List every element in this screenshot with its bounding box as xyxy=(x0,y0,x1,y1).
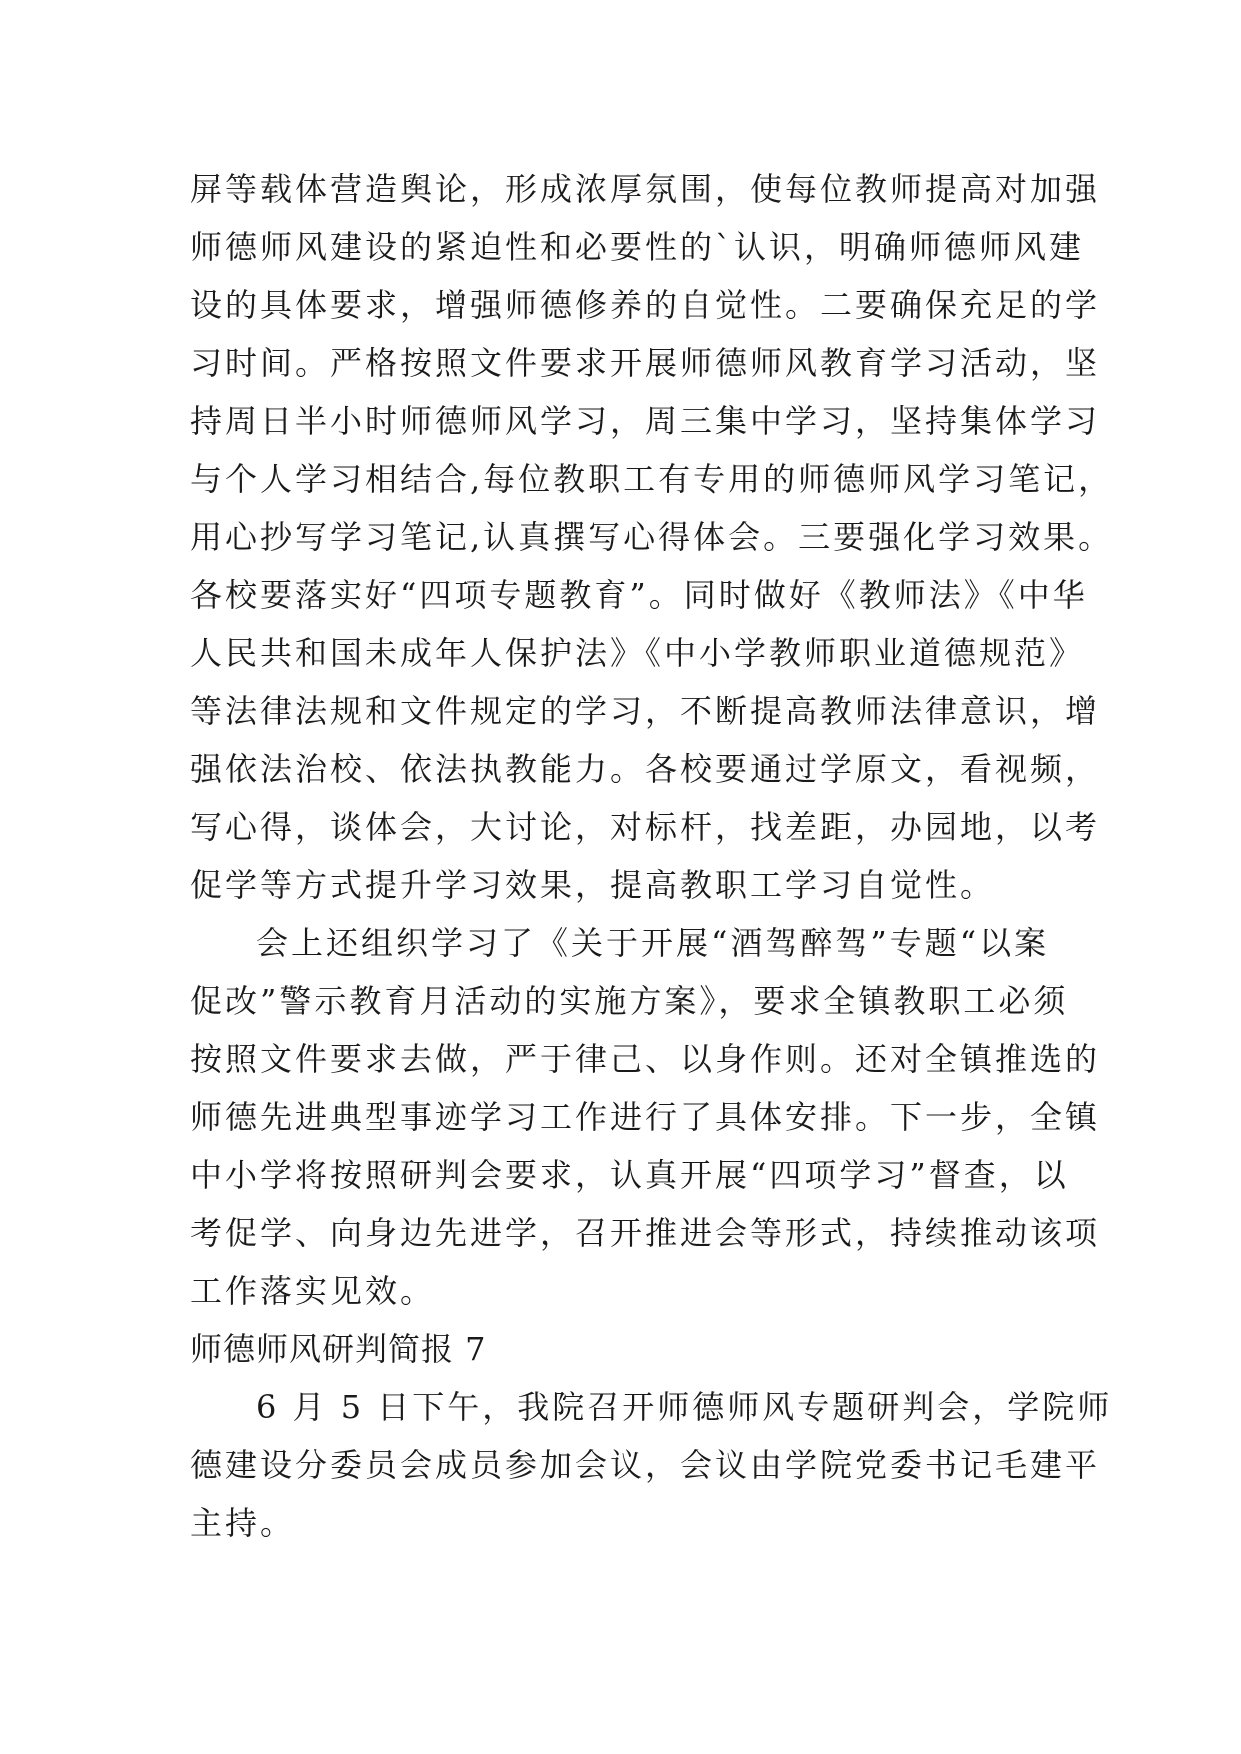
paragraph-line: 与个人学习相结合,每位教职工有专用的师德师风学习笔记， xyxy=(190,460,1114,498)
paragraph-line: 主持。 xyxy=(190,1504,296,1542)
paragraph-line: 会上还组织学习了《关于开展“酒驾醉驾”专题“以案 xyxy=(256,924,1050,962)
paragraph-line: 等法律法规和文件规定的学习，不断提高教师法律意识，增 xyxy=(190,692,1101,730)
paragraph-line: 师德先进典型事迹学习工作进行了具体安排。下一步，全镇 xyxy=(190,1098,1101,1136)
paragraph-line: 考促学、向身边先进学，召开推进会等形式，持续推动该项 xyxy=(190,1214,1101,1252)
paragraph-line: 强依法治校、依法执教能力。各校要通过学原文，看视频， xyxy=(190,750,1101,788)
document-body xyxy=(190,160,1114,1552)
paragraph-line: 持周日半小时师德师风学习，周三集中学习，坚持集体学习 xyxy=(190,402,1101,440)
paragraph-line: 习时间。严格按照文件要求开展师德师风教育学习活动，坚 xyxy=(190,344,1101,382)
paragraph-line: 师德师风建设的紧迫性和必要性的`认识，明确师德师风建 xyxy=(190,228,1085,266)
paragraph-line: 屏等载体营造舆论，形成浓厚氛围，使每位教师提高对加强 xyxy=(190,170,1101,208)
paragraph-line: 工作落实见效。 xyxy=(190,1272,436,1310)
paragraph-line: 按照文件要求去做，严于律己、以身作则。还对全镇推选的 xyxy=(190,1040,1101,1078)
paragraph-line: 用心抄写学习笔记,认真撰写心得体会。三要强化学习效果。 xyxy=(190,518,1114,556)
paragraph-line: 各校要落实好“四项专题教育”。同时做好《教师法》《中华 xyxy=(190,576,1088,614)
paragraph-line: 设的具体要求，增强师德修养的自觉性。二要确保充足的学 xyxy=(190,286,1101,324)
paragraph-line: 促改”警示教育月活动的实施方案》，要求全镇教职工必须 xyxy=(190,982,1069,1020)
section-heading: 师德师风研判简报 7 xyxy=(190,1330,487,1368)
paragraph-line: 中小学将按照研判会要求，认真开展“四项学习”督查，以 xyxy=(190,1156,1069,1194)
paragraph-line: 人民共和国未成年人保护法》《中小学教师职业道德规范》 xyxy=(190,634,1085,672)
paragraph-line: 促学等方式提升学习效果，提高教职工学习自觉性。 xyxy=(190,866,996,904)
paragraph-line: 写心得，谈体会，大讨论，对标杆，找差距，办园地，以考 xyxy=(190,808,1101,846)
paragraph-line: 德建设分委员会成员参加会议，会议由学院党委书记毛建平 xyxy=(190,1446,1101,1484)
paragraph-line: 6 月 5 日下午，我院召开师德师风专题研判会，学院师 xyxy=(256,1388,1113,1426)
